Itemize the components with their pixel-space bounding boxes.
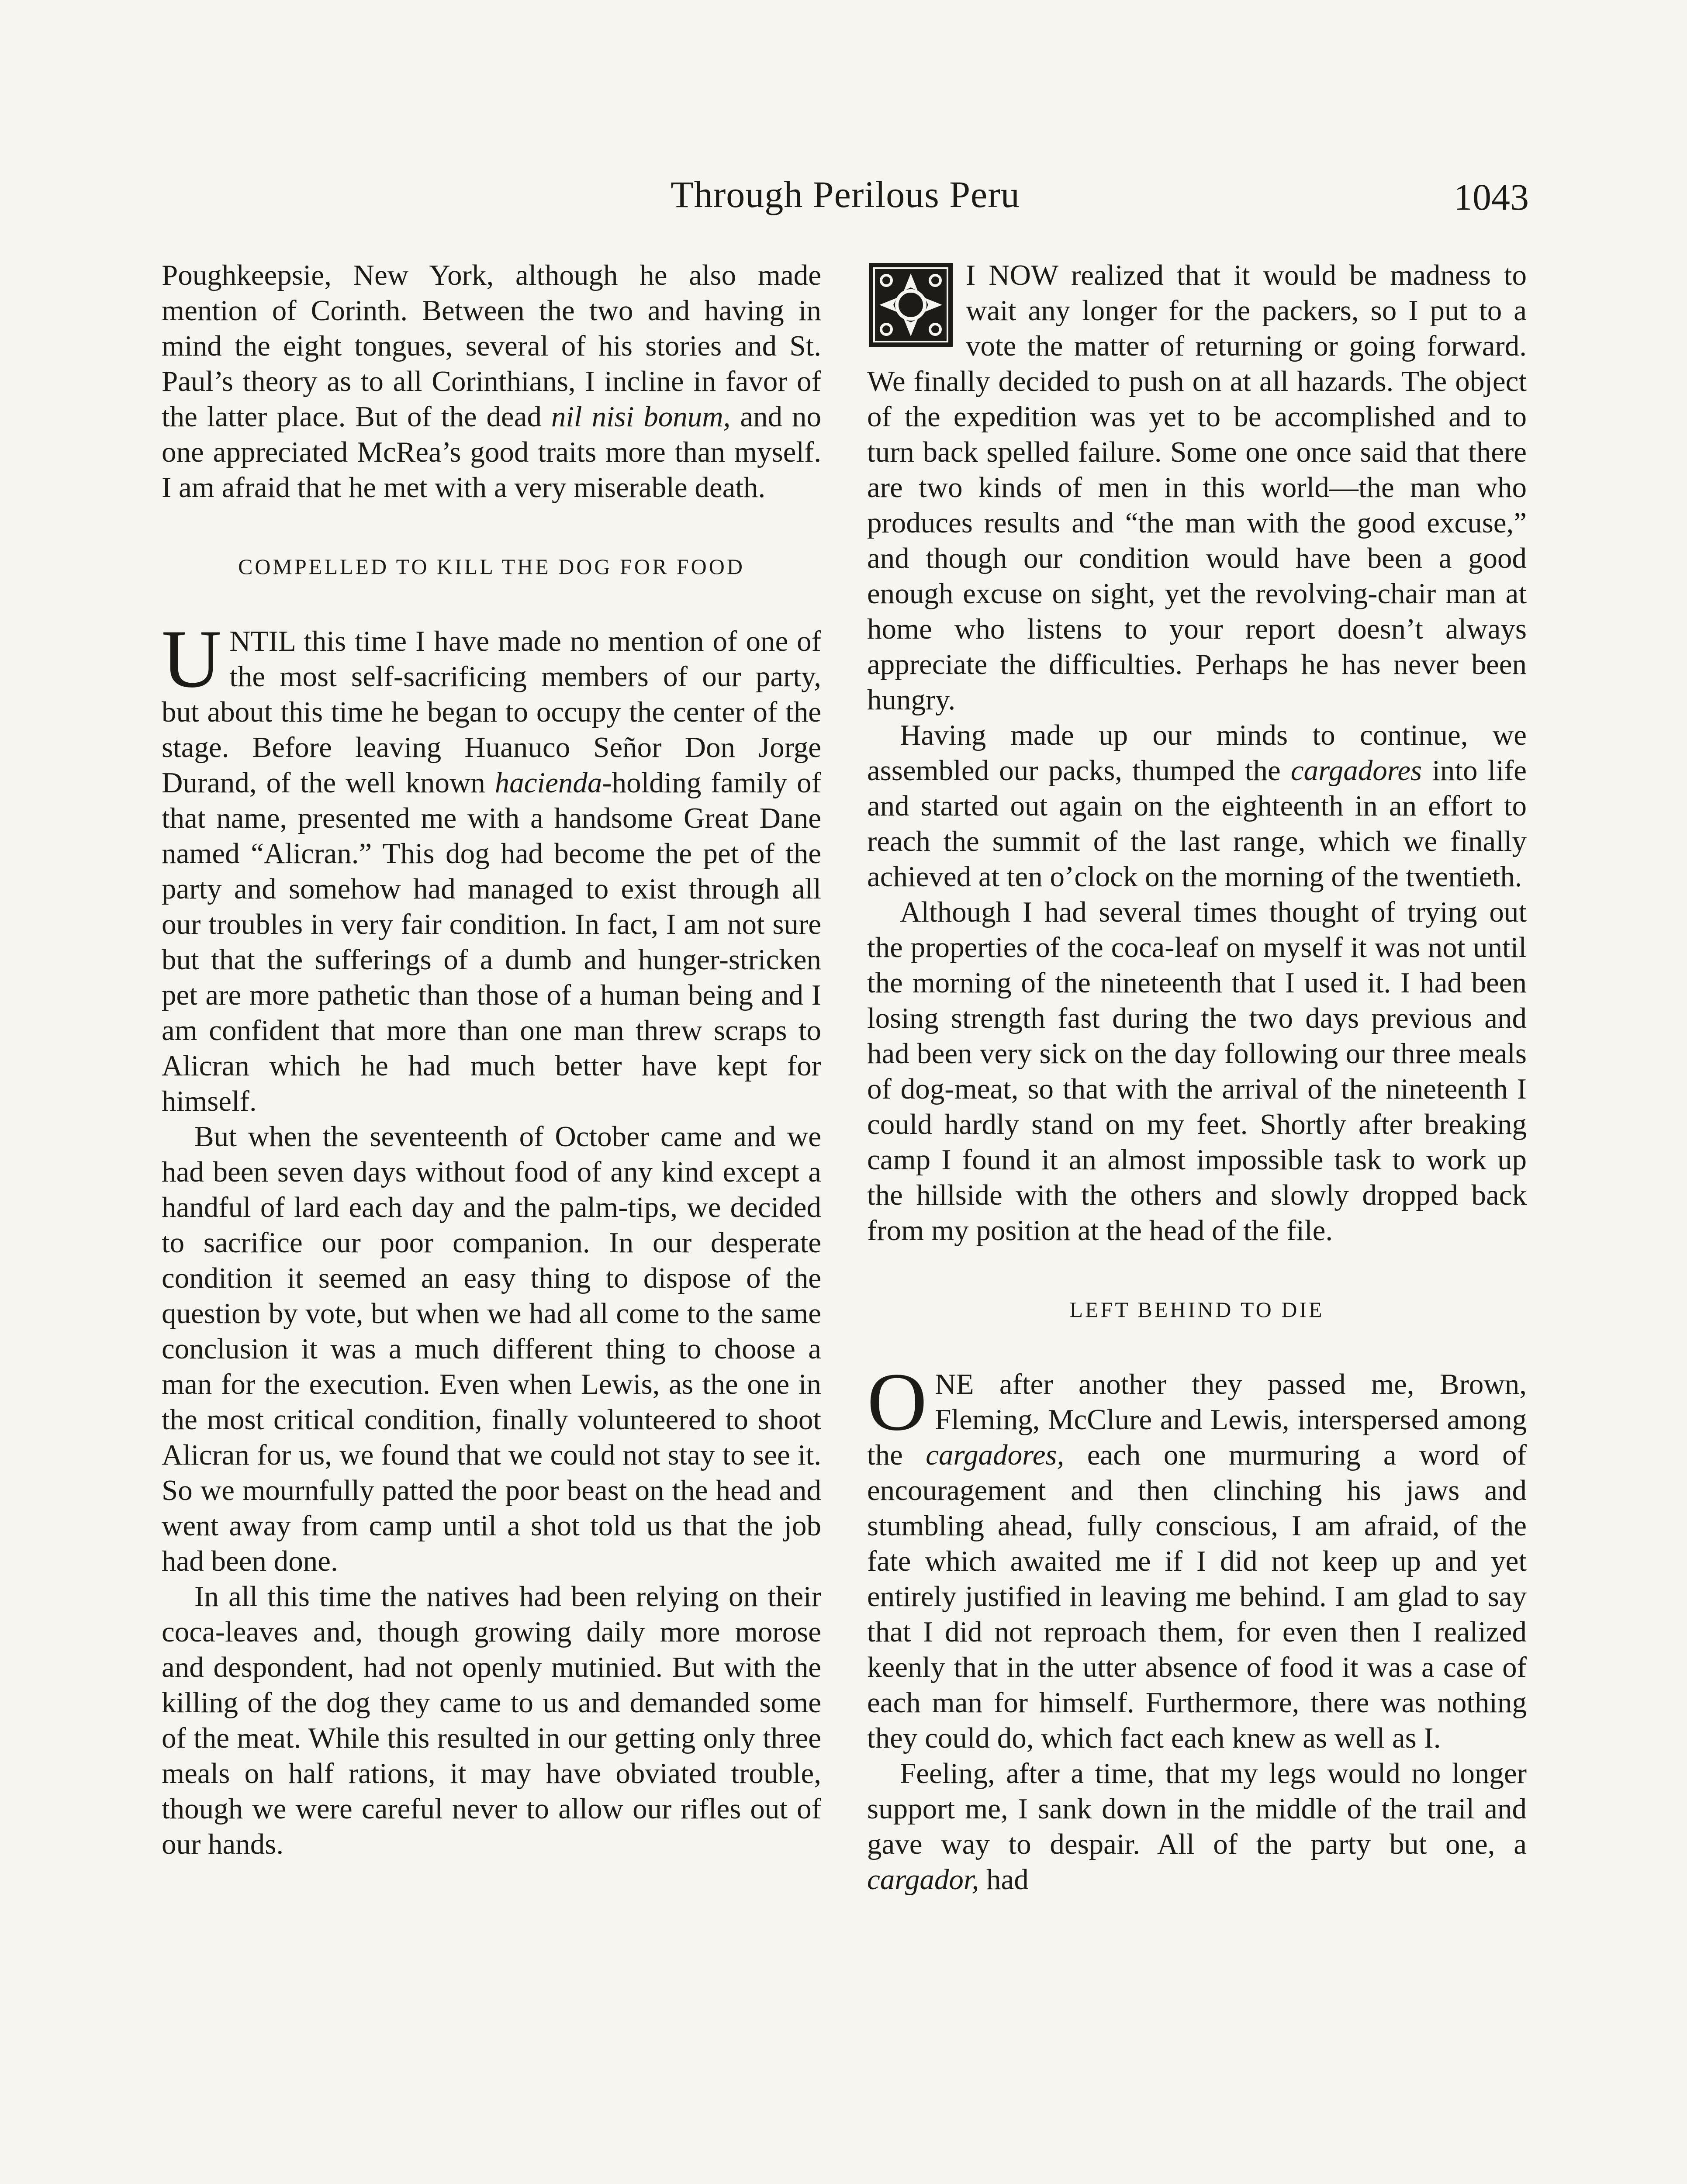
paragraph: Feeling, after a time, that my legs would no longer support me, I sank down in the middle of the trail and gave way to despair. All of the party but one, a cargador, had <box>867 1757 1527 1896</box>
page-number: 1043 <box>1454 176 1529 218</box>
page-header <box>162 173 1529 221</box>
section-heading: COMPELLED TO KILL THE DOG FOR FOOD <box>238 554 745 579</box>
right-column <box>867 258 1527 1897</box>
paragraph: Having made up our minds to continue, we assembled our packs, thumped the cargadores into life and started out again on the eighteenth in an effort to reach the summit of the last range, which we finally achieved at ten o’clock on the morning of the twentieth. <box>867 719 1527 893</box>
paragraph: UNTIL this time I have made no mention of one of the most self-sacrificing members of our party, but about this time he began to occupy the center of the stage. Before leaving Huanuco Señor Don Jorge Durand, of the well known hacienda-holding family of that name, presented me with a handsome Great Dane named “Alicran.” This dog had become the pet of the party and somehow had managed to exist through all our troubles in very fair condition. In fact, I am not sure but that the sufferings of a dumb and hunger-stricken pet are more pathetic than those of a human being and I am confident that more than one man threw scraps to Alicran which he had much better have kept for himself. <box>162 613 821 1117</box>
paragraph: ONE after another they passed me, Brown, Fleming, McClure and Lewis, interspersed among the cargadores, each one murmuring a word of encouragement and then clinching his jaws and stumbling ahead, fully conscious, I am afraid, of the fate which awaited me if I did not keep up and yet entirely justified in leaving me behind. I am glad to say that I did not reproach them, for even then I realized keenly that in the utter absence of food it was a case of each man for himself. Furthermore, there was nothing they could do, which fact each knew as well as I. <box>867 1356 1527 1754</box>
left-column <box>162 258 821 1862</box>
paragraph: Poughkeepsie, New York, although he also made mention of Corinth. Between the two and having in mind the eight tongues, several of his stories and St. Paul’s theory as to all Corinthians, I incline in favor of the latter place. But of the dead nil nisi bonum, and no one appreciated McRea’s good traits more than myself. I am afraid that he met with a very miserable death. <box>162 259 821 504</box>
drop-cap: U <box>162 613 222 705</box>
paragraph: I NOW realized that it would be madness to wait any longer for the packers, so I put to a vote the matter of returning or going forward. We finally decided to push on at all hazards. The object of the expedition was yet to be accomplished and to turn back spelled failure. Some one once said that there are two kinds of men in this world—the man who produces results and “the man with the good excuse,” and though our condition would have been a good enough excuse on sight, yet the revolving-chair man at home who listens to your report doesn’t always appreciate the difficulties. Perhaps he has never been hungry. <box>867 259 1527 716</box>
running-title: Through Perilous Peru <box>671 173 1020 215</box>
ornament-icon <box>867 261 954 349</box>
paragraph: But when the seventeenth of October came and we had been seven days without food of any kind except a handful of lard each day and the palm-tips, we decided to sacrifice our poor companion. In our desperate condition it seemed an easy thing to dispose of the question by vote, but when we had all come to the same conclusion it was a much different thing to choose a man for the execution. Even when Lewis, as the one in the most critical condition, finally volunteered to shoot Alicran for us, we found that we could not stay to see it. So we mournfully patted the poor beast on the head and went away from camp until a shot told us that the job had been done. <box>162 1120 821 1577</box>
drop-cap: O <box>867 1356 927 1448</box>
paragraph: In all this time the natives had been relying on their coca-leaves and, though growing daily more morose and despondent, had not openly mutinied. But with the killing of the dog they came to us and demanded some of the meat. While this resulted in our getting only three meals on half rations, it may have obviated trouble, though we were careful never to allow our rifles out of our hands. <box>162 1580 821 1860</box>
paragraph: Although I had several times thought of trying out the properties of the coca-leaf on myself it was not until the morning of the nineteenth that I used it. I had been losing strength fast during the two days previous and had been very sick on the day following our three meals of dog-meat, so that with the arrival of the nineteenth I could hardly stand on my feet. Shortly after breaking camp I found it an almost impossible task to work up the hillside with the others and slowly dropped back from my position at the head of the file. <box>867 896 1527 1247</box>
section-heading: LEFT BEHIND TO DIE <box>1069 1297 1324 1322</box>
